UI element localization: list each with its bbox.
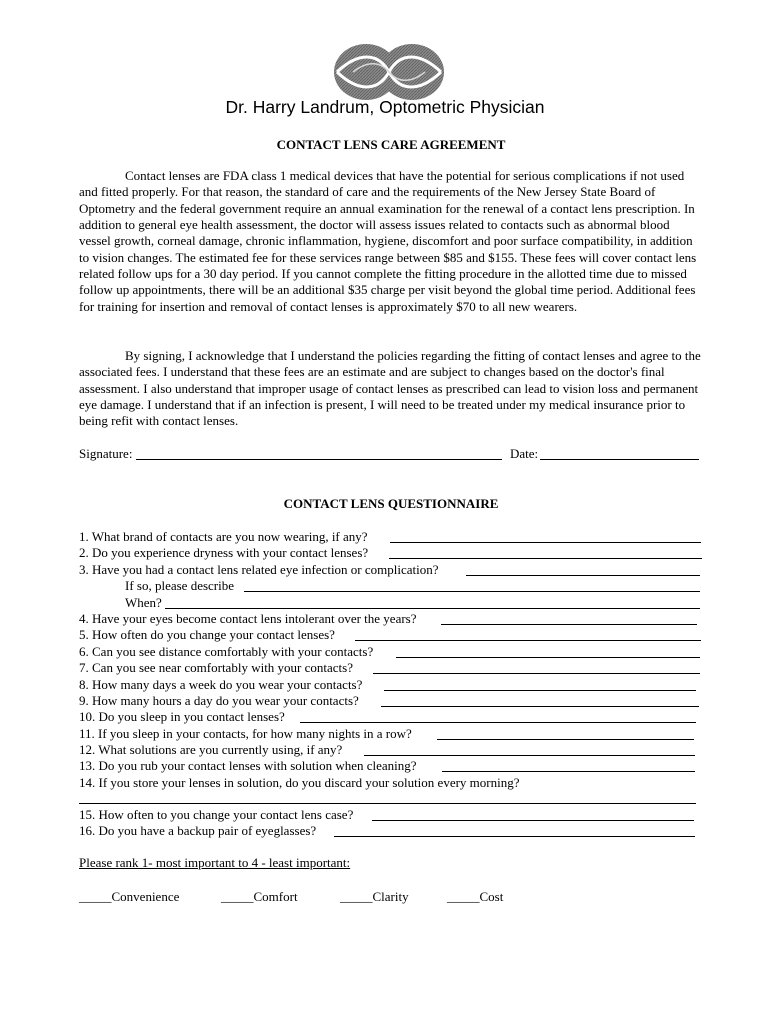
agreement-paragraph-2-text: By signing, I acknowledge that I understand the policies regarding the fitting of contact lenses and agree to the associated fees. I understand that these fees are an estimate and are subject to changes based on the doctor's final assessment. I also understand that improper usage of contact lenses as prescribed can lead to vision loss and permanent eye damage. I understand that if an infection is present, I will need to be treated under my medical insurance prior to being refit with contact lenses. (79, 348, 701, 429)
answer-9-field[interactable] (381, 706, 699, 707)
rank-blank: _____ (447, 889, 480, 904)
rank-label-cost: Cost (479, 889, 504, 904)
answer-8-field[interactable] (384, 690, 696, 691)
question-4: 4. Have your eyes become contact lens intolerant over the years? (79, 611, 417, 626)
answer-3-field[interactable] (466, 575, 700, 576)
question-15: 15. How often to you change your contact lens case? (79, 807, 354, 822)
question-16: 16. Do you have a backup pair of eyeglasses? (79, 823, 317, 838)
question-12: 12. What solutions are you currently using, if any? (79, 742, 343, 757)
rank-blank: _____ (340, 889, 373, 904)
answer-10-field[interactable] (300, 722, 696, 723)
doctor-name: Dr. Harry Landrum, Optometric Physician (225, 97, 545, 117)
signature-field[interactable] (136, 459, 502, 460)
answer-16-field[interactable] (334, 836, 695, 837)
answer-1-field[interactable] (390, 542, 701, 543)
answer-7-field[interactable] (373, 673, 700, 674)
agreement-paragraph-1 (79, 168, 704, 315)
question-3: 3. Have you had a contact lens related eye infection or complication? (79, 562, 439, 577)
date-label: Date: (510, 446, 539, 461)
signature-label: Signature: (79, 446, 133, 461)
signature-row (79, 446, 704, 464)
rank-item-clarity[interactable] (340, 889, 409, 905)
question-5: 5. How often do you change your contact lenses? (79, 627, 335, 642)
rank-label-comfort: Comfort (253, 889, 298, 904)
question-8: 8. How many days a week do you wear your contacts? (79, 677, 363, 692)
rank-item-convenience[interactable] (79, 889, 179, 905)
rank-item-cost[interactable] (447, 889, 503, 905)
rank-label-convenience: Convenience (111, 889, 180, 904)
question-6: 6. Can you see distance comfortably with your contacts? (79, 644, 374, 659)
answer-15-field[interactable] (372, 820, 694, 821)
question-3-when: When? (125, 595, 162, 610)
question-10: 10. Do you sleep in you contact lenses? (79, 709, 285, 724)
answer-3-describe-field[interactable] (244, 591, 700, 592)
question-13: 13. Do you rub your contact lenses with solution when cleaning? (79, 758, 417, 773)
answer-2-field[interactable] (389, 558, 702, 559)
question-11: 11. If you sleep in your contacts, for how many nights in a row? (79, 726, 412, 741)
answer-5-field[interactable] (355, 640, 701, 641)
question-3-describe: If so, please describe (125, 578, 235, 593)
infinity-lens-logo (333, 42, 445, 102)
question-7: 7. Can you see near comfortably with your contacts? (79, 660, 353, 675)
answer-6-field[interactable] (396, 657, 700, 658)
question-2: 2. Do you experience dryness with your contact lenses? (79, 545, 369, 560)
agreement-paragraph-1-text: Contact lenses are FDA class 1 medical devices that have the potential for serious complications if not used and fitted properly. For that reason, the standard of care and the requirements of the New Jersey State Board of Optometry and the federal government require an annual examination for the renewal of a contact lens prescription. In addition to general eye health assessment, the doctor will assess issues related to contacts such as abnormal blood vessel growth, corneal damage, chronic inflammation, hygiene, discomfort and poor surface compatibility, in addition to vision changes. The estimated fee for these services range between $85 and $155. These fees will cover contact lens related follow ups for a 30 day period. If you cannot complete the fitting procedure in the allotted time due to missed follow up appointments, there will be an additional $35 charge per visit beyond the global time period. Additional fees for training for insertion and removal of contact lenses is approximately $70 to all new wearers. (79, 168, 697, 314)
answer-14-field[interactable] (79, 803, 696, 804)
rank-blank: _____ (221, 889, 254, 904)
question-14: 14. If you store your lenses in solution, do you discard your solution every morning? (79, 775, 520, 790)
ranking-instruction: Please rank 1- most important to 4 - least important: (79, 855, 351, 870)
answer-4-field[interactable] (441, 624, 697, 625)
answer-13-field[interactable] (442, 771, 695, 772)
answer-11-field[interactable] (437, 739, 694, 740)
agreement-paragraph-2 (79, 348, 704, 430)
answer-12-field[interactable] (364, 755, 695, 756)
rank-blank: _____ (79, 889, 112, 904)
agreement-title: CONTACT LENS CARE AGREEMENT (276, 137, 506, 152)
question-9: 9. How many hours a day do you wear your contacts? (79, 693, 359, 708)
question-1: 1. What brand of contacts are you now wearing, if any? (79, 529, 368, 544)
questionnaire-title: CONTACT LENS QUESTIONNAIRE (283, 496, 499, 511)
rank-label-clarity: Clarity (372, 889, 409, 904)
answer-3-when-field[interactable] (165, 608, 700, 609)
date-field[interactable] (540, 459, 699, 460)
rank-item-comfort[interactable] (221, 889, 298, 905)
